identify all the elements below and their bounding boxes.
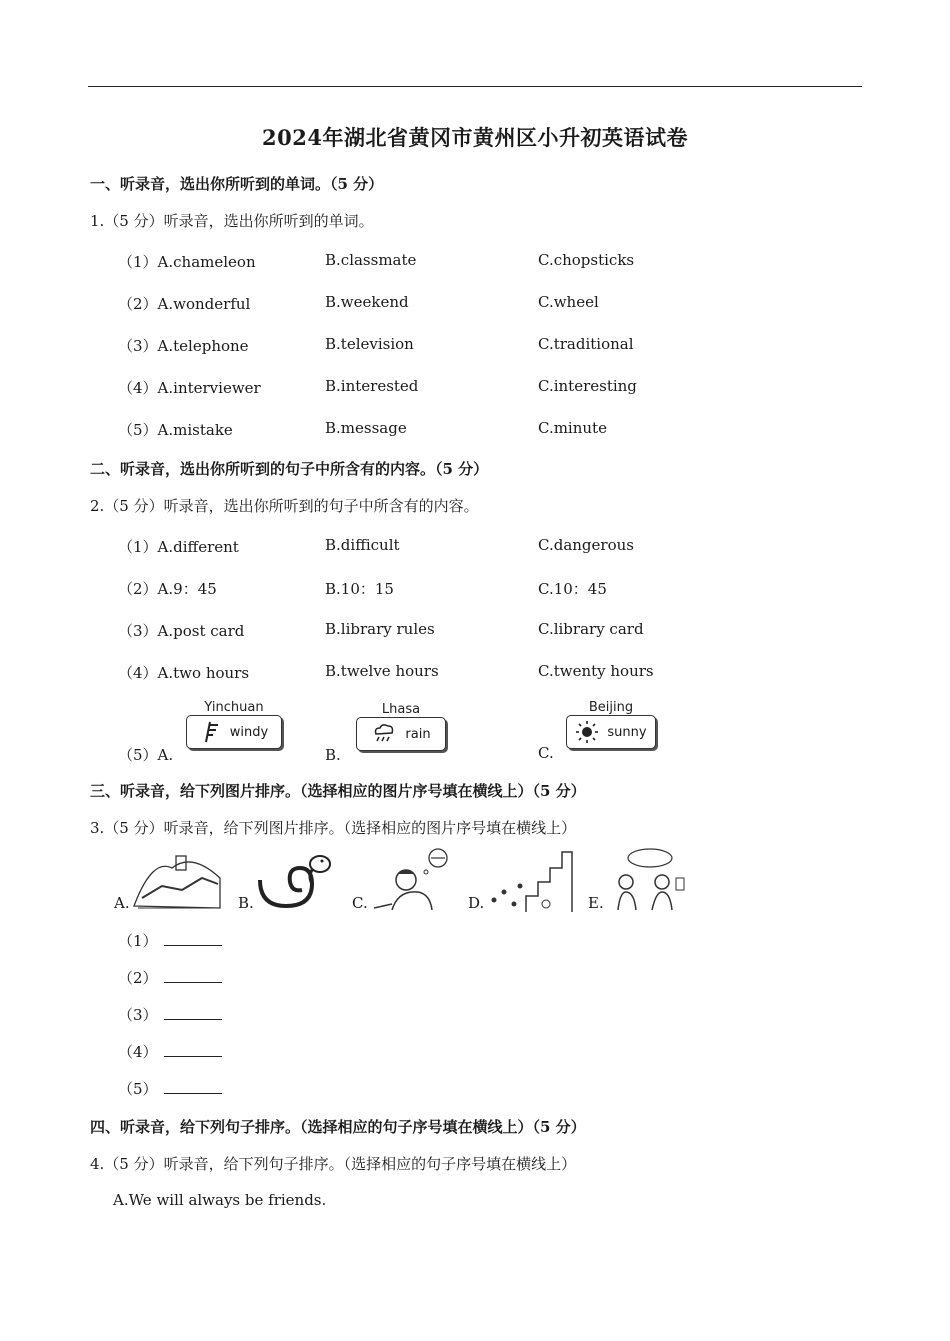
- q2-5-option-c-label: C.: [538, 744, 554, 762]
- weather-card-lhasa: [356, 702, 446, 751]
- weather-word: windy: [229, 724, 269, 740]
- section-3-heading: 三、听录音，给下列图片排序。（选择相应的图片序号填在横线上）（5 分）: [90, 782, 586, 800]
- q2-3-option-b: B.library rules: [325, 620, 435, 638]
- picture-e-children: E.: [588, 846, 688, 916]
- sun-icon: [575, 720, 599, 744]
- q3-blank-4[interactable]: （4）: [118, 1041, 222, 1062]
- answer-line[interactable]: [164, 931, 222, 946]
- q3-blank-5[interactable]: （5）: [118, 1078, 222, 1099]
- city-name: Yinchuan: [204, 700, 264, 715]
- q3-blank-1[interactable]: （1）: [118, 930, 222, 951]
- q1-3-option-a: A.telephone: [157, 337, 249, 355]
- children-icon: [606, 846, 686, 914]
- stairs-icon: [486, 846, 576, 914]
- q1-4-option-a: A.interviewer: [157, 379, 261, 397]
- picture-c-boy-thinking: C.: [352, 846, 462, 916]
- q2-item-2: （2）A.9：45: [118, 580, 217, 598]
- q1-item-3: （3）A.telephone: [118, 337, 249, 355]
- great-wall-icon: [132, 848, 224, 912]
- weather-word: sunny: [607, 724, 647, 740]
- q2-4-option-b: B.twelve hours: [325, 662, 439, 680]
- q1-3-option-c: C.traditional: [538, 335, 634, 353]
- q1-item-2: （2）A.wonderful: [118, 295, 251, 313]
- question-1: 1.（5 分）听录音，选出你所听到的单词。: [90, 212, 374, 230]
- q2-1-option-b: B.difficult: [325, 536, 400, 554]
- q1-5-option-a: A.mistake: [157, 421, 233, 439]
- q2-2-option-c: C.10：45: [538, 580, 607, 598]
- q2-1-option-a: A.different: [157, 538, 239, 556]
- question-4: 4.（5 分）听录音，给下列句子排序。（选择相应的句子序号填在横线上）: [90, 1155, 577, 1173]
- q1-4-option-b: B.interested: [325, 377, 419, 395]
- q2-2-option-b: B.10：15: [325, 580, 394, 598]
- picture-a-great-wall: A.: [114, 846, 224, 916]
- q1-4-option-c: C.interesting: [538, 377, 637, 395]
- boy-thinking-icon: [368, 846, 462, 914]
- answer-line[interactable]: [164, 1042, 222, 1057]
- page-title: 2024年湖北省黄冈市黄州区小升初英语试卷: [262, 125, 688, 150]
- q2-item-3: （3）A.post card: [118, 622, 245, 640]
- q1-1-option-c: C.chopsticks: [538, 251, 635, 269]
- q3-blank-2[interactable]: （2）: [118, 967, 222, 988]
- q2-4-option-c: C.twenty hours: [538, 662, 654, 680]
- q1-5-option-c: C.minute: [538, 419, 607, 437]
- section-2-heading: 二、听录音，选出你所听到的句子中所含有的内容。（5 分）: [90, 460, 489, 478]
- header-rule: [88, 86, 862, 87]
- q1-item-1: （1）A.chameleon: [118, 253, 256, 271]
- q3-blank-3[interactable]: （3）: [118, 1004, 222, 1025]
- q1-2-option-b: B.weekend: [325, 293, 409, 311]
- weather-card-yinchuan: [186, 700, 282, 749]
- answer-line[interactable]: [164, 968, 222, 983]
- question-3: 3.（5 分）听录音，给下列图片排序。（选择相应的图片序号填在横线上）: [90, 819, 577, 837]
- q1-1-option-b: B.classmate: [325, 251, 417, 269]
- q1-3-option-b: B.television: [325, 335, 414, 353]
- section-4-heading: 四、听录音，给下列句子排序。（选择相应的句子序号填在横线上）（5 分）: [90, 1118, 586, 1136]
- picture-b-snake: B.: [238, 846, 338, 916]
- question-2: 2.（5 分）听录音，选出你所听到的句子中所含有的内容。: [90, 497, 479, 515]
- rain-icon: [371, 722, 397, 746]
- q1-5-option-b: B.message: [325, 419, 407, 437]
- q2-3-option-a: A.post card: [157, 622, 245, 640]
- city-name: Lhasa: [381, 702, 421, 717]
- q1-2-option-c: C.wheel: [538, 293, 599, 311]
- q1-item-5: （5）A.mistake: [118, 421, 233, 439]
- weather-word: rain: [405, 726, 431, 742]
- q2-item-5: （5）A.: [118, 746, 174, 764]
- q1-2-option-a: A.wonderful: [157, 295, 251, 313]
- q2-3-option-c: C.library card: [538, 620, 644, 638]
- q4-sentence-a: A.We will always be friends.: [113, 1191, 327, 1209]
- q2-1-option-c: C.dangerous: [538, 536, 634, 554]
- q2-item-1: （1）A.different: [118, 538, 239, 556]
- q2-5-option-a-label: A.: [157, 746, 174, 764]
- q1-1-option-a: A.chameleon: [157, 253, 256, 271]
- snake-icon: [256, 850, 336, 912]
- answer-line[interactable]: [164, 1079, 222, 1094]
- q2-2-option-a: A.9：45: [157, 580, 217, 598]
- q2-5-option-b-label: B.: [325, 746, 341, 764]
- q2-item-4: （4）A.two hours: [118, 664, 250, 682]
- q1-item-4: （4）A.interviewer: [118, 379, 261, 397]
- picture-d-stairs: D.: [468, 846, 578, 916]
- city-name: Beijing: [588, 700, 634, 715]
- q2-4-option-a: A.two hours: [157, 664, 250, 682]
- section-1-heading: 一、听录音，选出你所听到的单词。（5 分）: [90, 175, 384, 193]
- answer-line[interactable]: [164, 1005, 222, 1020]
- windy-icon: [200, 720, 222, 744]
- weather-card-beijing: [566, 700, 656, 749]
